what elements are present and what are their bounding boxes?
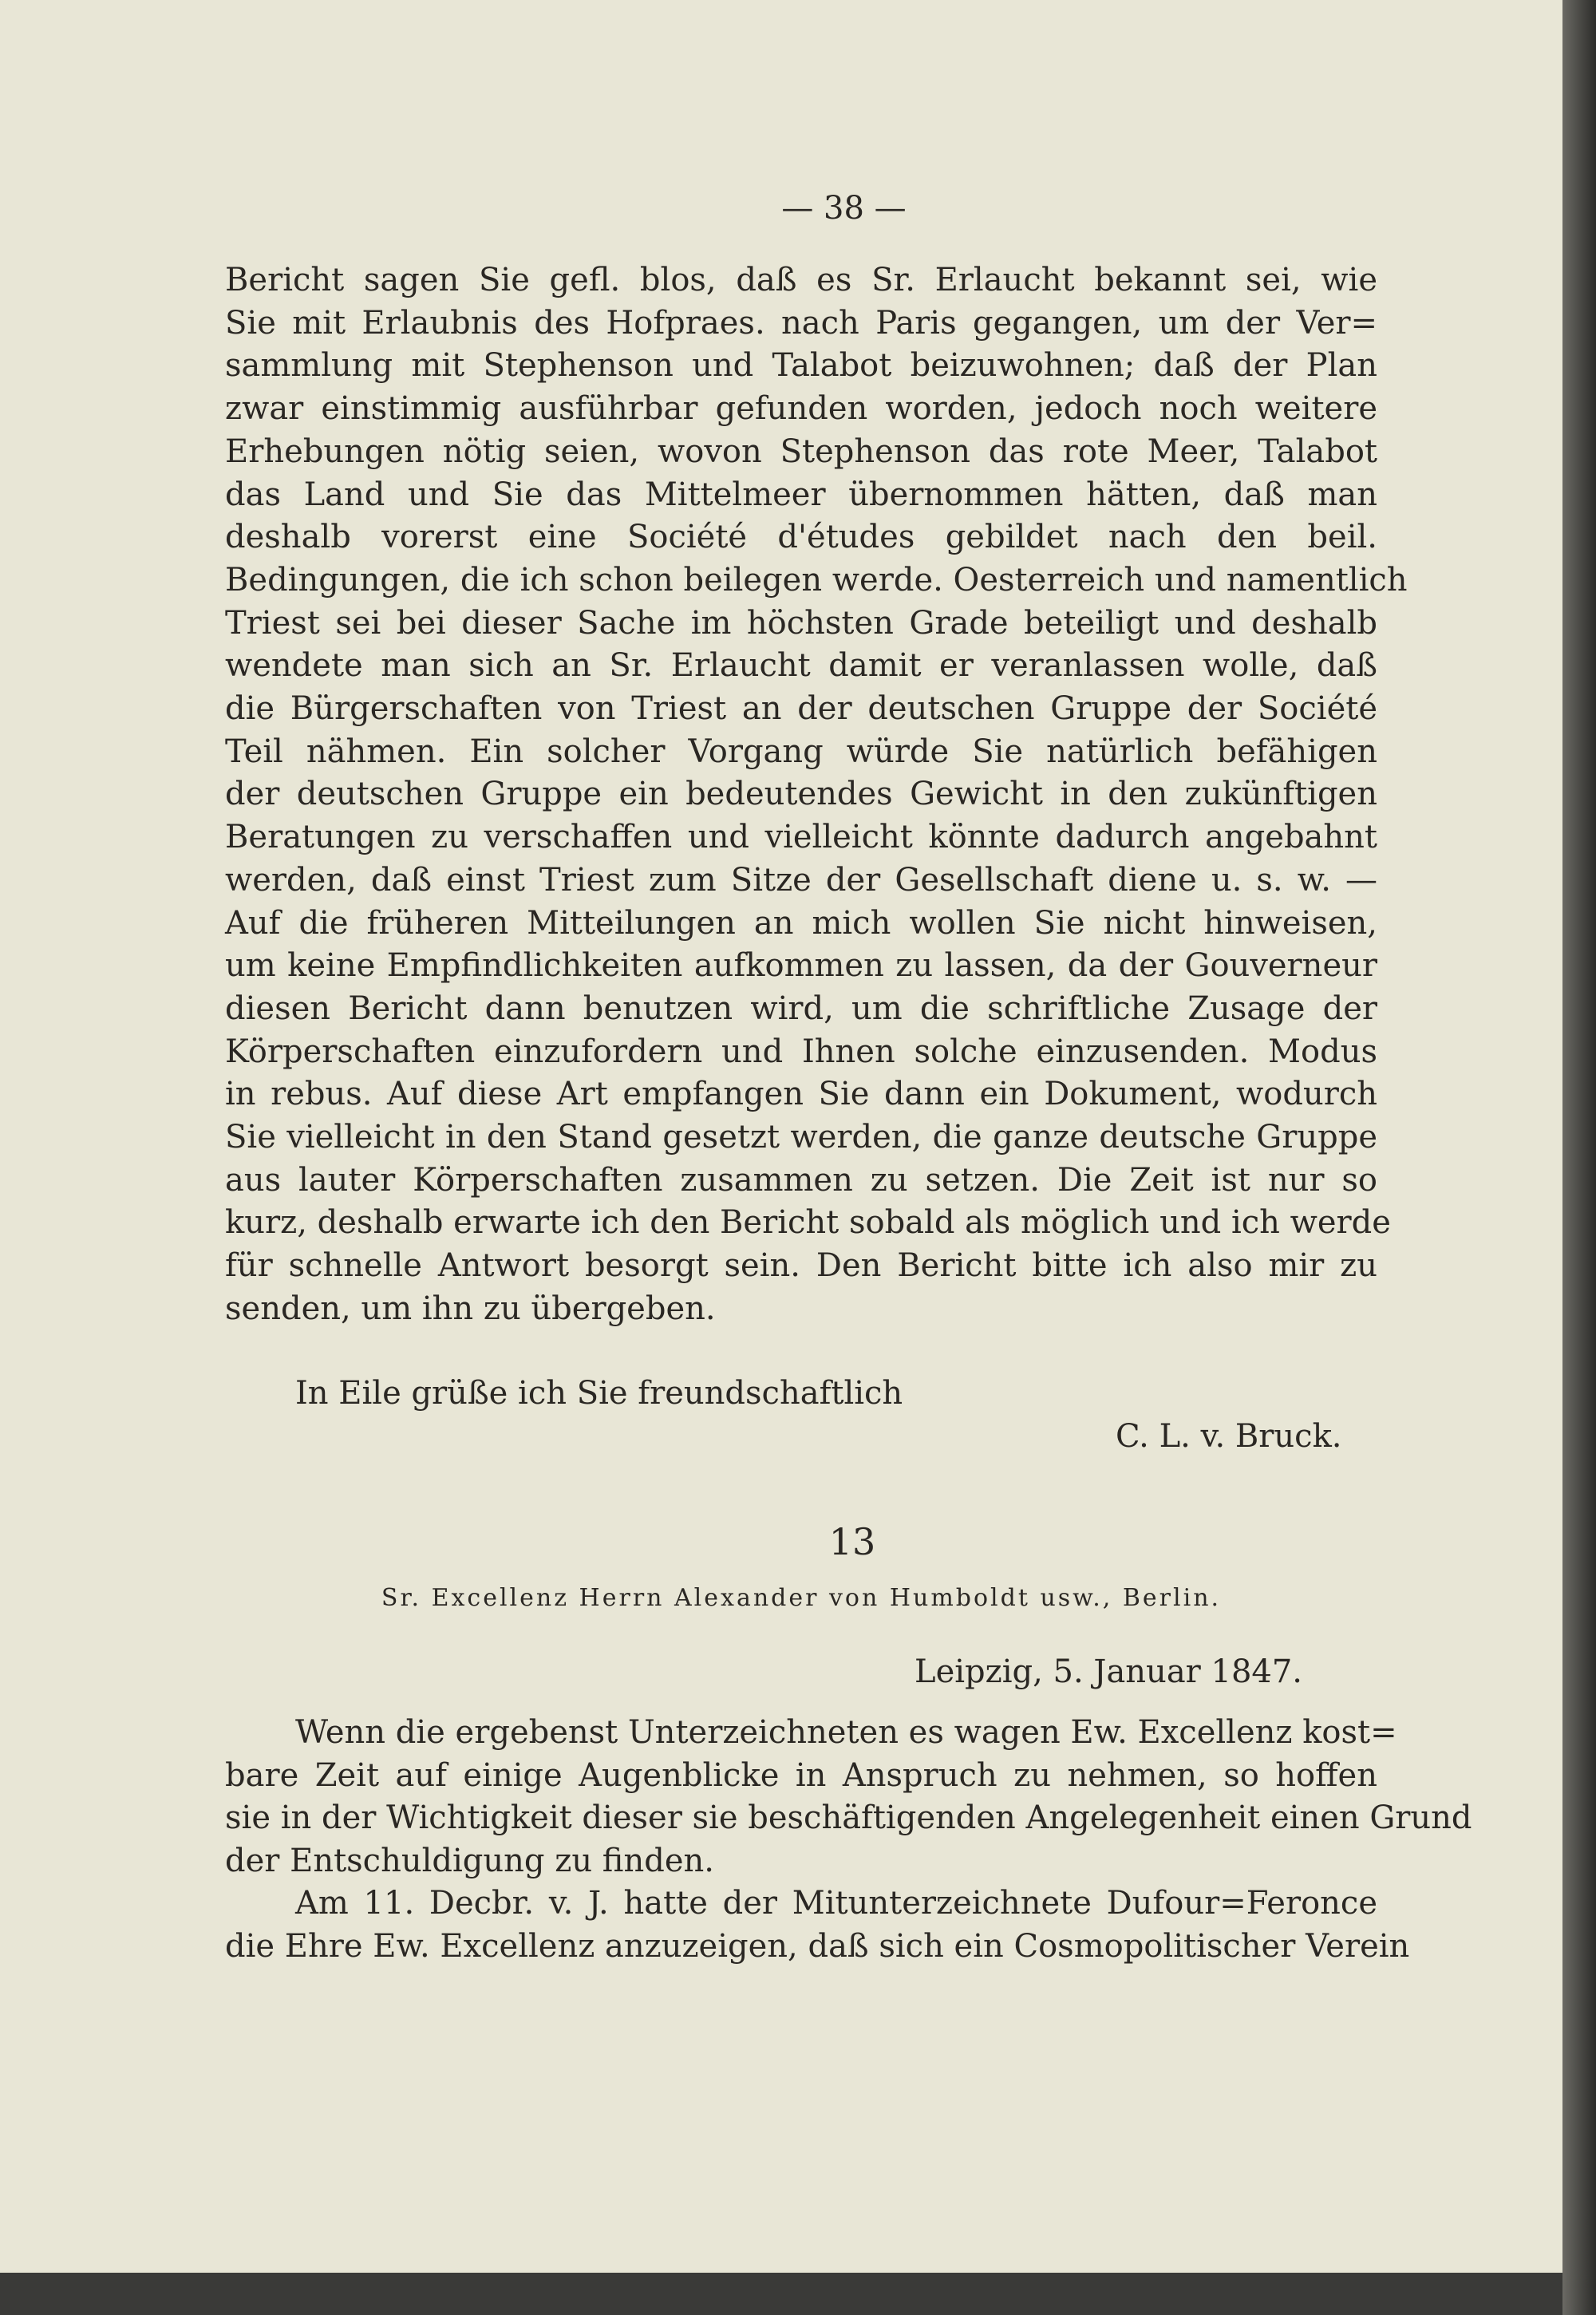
text-line: in rebus. Auf diese Art empfangen Sie dann ein Dokument, wodurch bbox=[225, 1076, 1377, 1113]
text-line: sie in der Wichtigkeit dieser sie beschäftigenden Angelegenheit einen Grund bbox=[225, 1799, 1472, 1836]
text-line: kurz, deshalb erwarte ich den Bericht sobald als möglich und ich werde bbox=[225, 1204, 1391, 1242]
text-line: zwar einstimmig ausführbar gefunden worden, jedoch noch weitere bbox=[225, 390, 1377, 428]
closing-line: In Eile grüße ich Sie freundschaftlich bbox=[295, 1375, 903, 1412]
text-line: senden, um ihn zu übergeben. bbox=[225, 1290, 716, 1327]
text-line: Triest sei bei dieser Sache im höchsten Grade beteiligt und deshalb bbox=[225, 604, 1377, 642]
text-line: Bedingungen, die ich schon beilegen werde. Oesterreich und namentlich bbox=[225, 561, 1408, 599]
text-line: die Ehre Ew. Excellenz anzuzeigen, daß sich ein Cosmopolitischer Verein bbox=[225, 1927, 1410, 1965]
book-edge bbox=[1562, 0, 1596, 2315]
text-line: Beratungen zu verschaffen und vielleicht könnte dadurch angebahnt bbox=[225, 819, 1377, 856]
text-line: diesen Bericht dann benutzen wird, um die schriftliche Zusage der bbox=[225, 990, 1377, 1027]
text-line: wendete man sich an Sr. Erlaucht damit er veranlassen wolle, daß bbox=[225, 647, 1377, 685]
text-line: werden, daß einst Triest zum Sitze der Gesellschaft diene u. s. w. — bbox=[225, 861, 1377, 899]
text-line: Sie mit Erlaubnis des Hofpraes. nach Paris gegangen, um der Ver= bbox=[225, 304, 1377, 342]
text-line: Erhebungen nötig seien, wovon Stephenson das rote Meer, Talabot bbox=[225, 433, 1377, 470]
text-line: das Land und Sie das Mittelmeer übernommen hätten, daß man bbox=[225, 476, 1377, 513]
text-line: um keine Empfindlichkeiten aufkommen zu lassen, da der Gouverneur bbox=[225, 947, 1377, 985]
signature: C. L. v. Bruck. bbox=[1116, 1418, 1342, 1455]
text-line: aus lauter Körperschaften zusammen zu setzen. Die Zeit ist nur so bbox=[225, 1161, 1377, 1199]
text-line: Teil nähmen. Ein solcher Vorgang würde Sie natürlich befähigen bbox=[225, 733, 1377, 770]
text-line: Auf die früheren Mitteilungen an mich wollen Sie nicht hinweisen, bbox=[225, 904, 1377, 942]
text-line: Körperschaften einzufordern und Ihnen solche einzusenden. Modus bbox=[225, 1033, 1377, 1070]
text-line: Sie vielleicht in den Stand gesetzt werden, die ganze deutsche Gruppe bbox=[225, 1119, 1377, 1156]
text-line: für schnelle Antwort besorgt sein. Den Bericht bitte ich also mir zu bbox=[225, 1247, 1377, 1285]
place-date: Leipzig, 5. Januar 1847. bbox=[915, 1653, 1303, 1690]
text-line: Bericht sagen Sie gefl. blos, daß es Sr. Erlaucht bekannt sei, wie bbox=[225, 262, 1377, 298]
text-line: der deutschen Gruppe ein bedeutendes Gewicht in den zukünftigen bbox=[225, 776, 1377, 813]
page-number: — 38 — bbox=[781, 190, 907, 227]
text-line: der Entschuldigung zu finden. bbox=[225, 1842, 714, 1879]
text-line: die Bürgerschaften von Triest an der deutschen Gruppe der Société bbox=[225, 690, 1377, 727]
text-line: bare Zeit auf einige Augenblicke in Anspruch zu nehmen, so hoffen bbox=[225, 1756, 1377, 1794]
section-number: 13 bbox=[828, 1520, 876, 1563]
text-line: Wenn die ergebenst Unterzeichneten es wagen Ew. Excellenz kost= bbox=[295, 1714, 1397, 1751]
text-line: Am 11. Decbr. v. J. hatte der Mitunterzeichnete Dufour=Feronce bbox=[295, 1885, 1377, 1922]
addressee: Sr. Excellenz Herrn Alexander von Humboldt usw., Berlin. bbox=[381, 1584, 1222, 1612]
text-line: sammlung mit Stephenson und Talabot beizuwohnen; daß der Plan bbox=[225, 347, 1377, 385]
text-line: deshalb vorerst eine Société d'études gebildet nach den beil. bbox=[225, 519, 1377, 556]
